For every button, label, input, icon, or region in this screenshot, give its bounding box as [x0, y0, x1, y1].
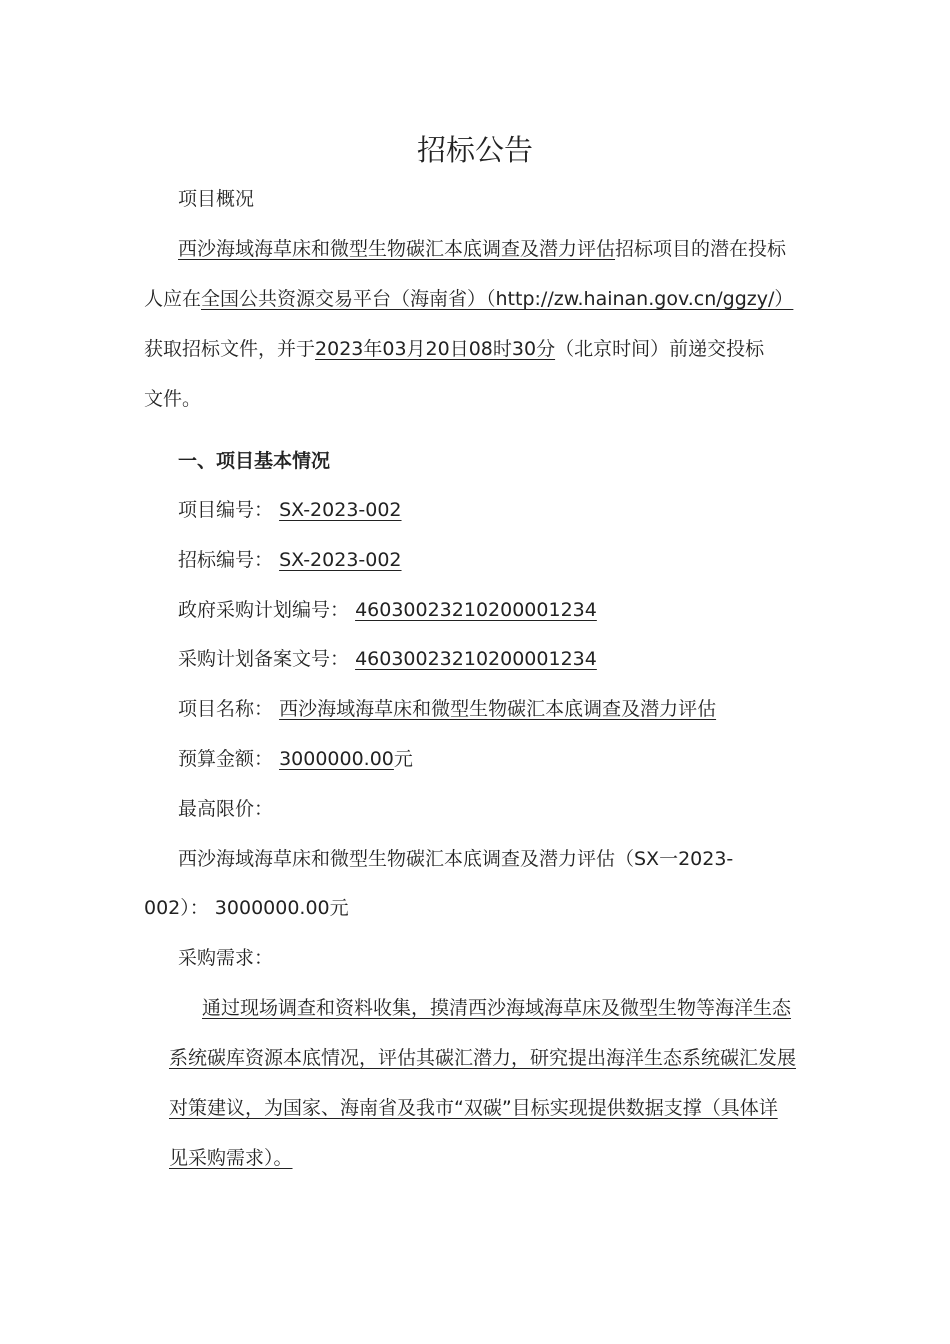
requirements-line-2: 系统碳库资源本底情况，评估其碳汇潜力，研究提出海洋生态系统碳汇发展: [169, 1047, 797, 1069]
max-price-line-2: 002）： 3000000.00元: [144, 897, 349, 919]
record-no-label: 采购计划备案文号：: [178, 648, 350, 670]
requirements-line-3: 对策建议，为国家、海南省及我市“双碳”目标实现提供数据支撑（具体详: [169, 1097, 778, 1119]
overview-text-1: 招标项目的潜在投标: [615, 238, 787, 260]
requirements-line-4: 见采购需求）。: [169, 1147, 293, 1169]
max-price-line-1: 西沙海域海草床和微型生物碳汇本底调查及潜力评估（SX一2023-: [178, 848, 734, 870]
tender-no-value: SX-2023-002: [279, 549, 402, 571]
tender-no-label: 招标编号：: [178, 549, 274, 571]
gov-plan-no-row: [178, 595, 597, 625]
project-no-label: 项目编号：: [178, 499, 274, 521]
document-title: 招标公告: [416, 133, 533, 167]
budget-value: 3000000.00: [279, 748, 394, 770]
budget-row: [178, 744, 413, 774]
project-no-value: SX-2023-002: [279, 499, 402, 521]
gov-plan-no-value: 46030023210200001234: [355, 599, 597, 621]
project-name-value: 西沙海域海草床和微型生物碳汇本底调查及潜力评估: [279, 698, 717, 720]
overview-text-2: 人应在: [144, 288, 202, 310]
requirements-line-1: 通过现场调查和资料收集，摸清西沙海域海草床及微型生物等海洋生态: [202, 997, 792, 1019]
budget-label: 预算金额：: [178, 748, 274, 770]
overview-text-3: 获取招标文件，并于: [144, 338, 316, 360]
gov-plan-no-label: 政府采购计划编号：: [178, 599, 350, 621]
platform-link[interactable]: 全国公共资源交易平台（海南省）（http://zw.hainan.gov.cn/ggzy/）: [201, 288, 794, 310]
overview-text-4: （北京时间）前递交投标: [555, 338, 765, 360]
overview-project-name: 西沙海域海草床和微型生物碳汇本底调查及潜力评估: [178, 238, 616, 260]
overview-line-3: [144, 334, 764, 364]
requirements-label: 采购需求：: [178, 947, 274, 969]
overview-line-1: [178, 234, 786, 264]
project-no-row: [178, 495, 402, 525]
project-name-label: 项目名称：: [178, 698, 274, 720]
record-no-value: 46030023210200001234: [355, 648, 597, 670]
budget-unit: 元: [393, 748, 413, 770]
project-name-row: [178, 694, 716, 724]
overview-line-4: 文件。: [144, 388, 202, 410]
overview-line-2: [144, 284, 793, 314]
section1-heading: 一、项目基本情况: [178, 450, 331, 472]
max-price-label: 最高限价：: [178, 798, 274, 820]
deadline: 2023年03月20日08时30分: [315, 338, 556, 360]
overview-heading: 项目概况: [178, 188, 255, 210]
tender-no-row: [178, 545, 402, 575]
record-no-row: [178, 644, 597, 674]
